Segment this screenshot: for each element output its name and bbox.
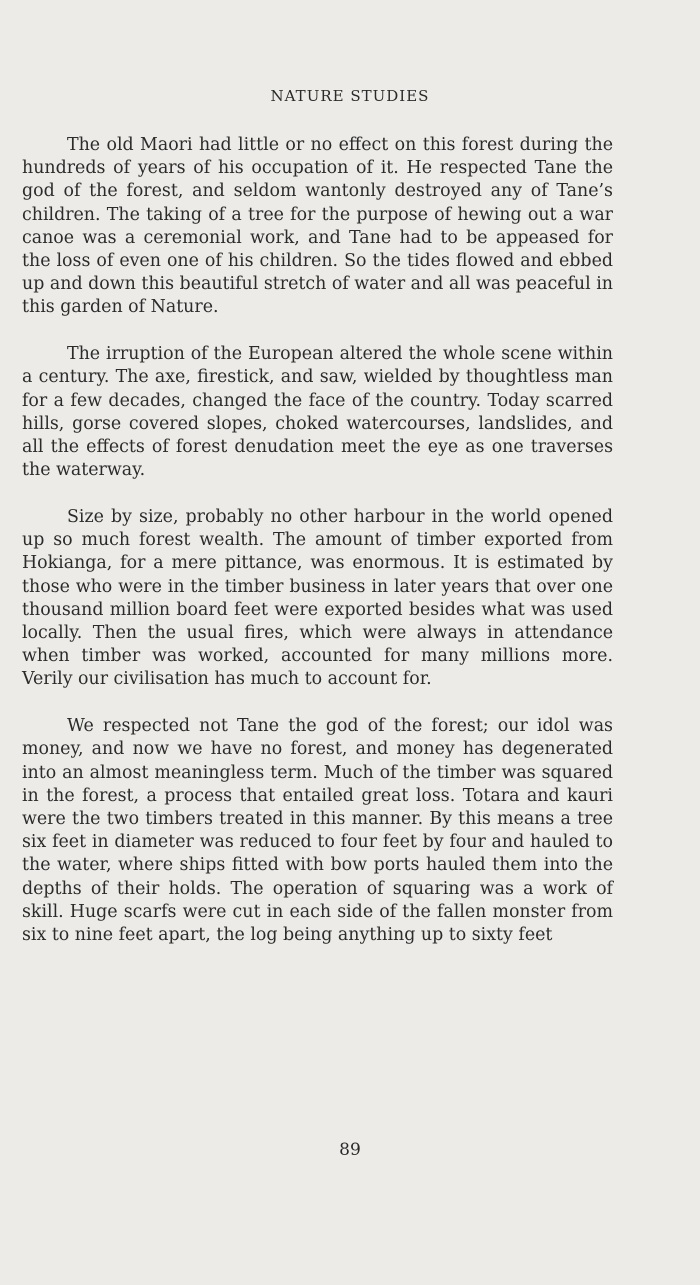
page-number: 89 — [339, 1140, 361, 1160]
running-head: NATURE STUDIES — [270, 87, 430, 105]
body-text — [22, 134, 613, 947]
paragraph-3: Size by size, probably no other harbour in the world opened up so much forest wealth. The amount of timber exported from Hokianga, for a mere pittance, was enormous. It is estimated by those who were in the timber business in later years that over one thousand million board feet were exported besides what was used locally. Then the usual fires, which were always in attendance when timber was worked, accounted for many millions more. Verily our civilisation has much to account for. — [22, 507, 613, 690]
paragraph-4: We respected not Tane the god of the forest; our idol was money, and now we have no forest, and money has degenerated into an almost meaningless term. Much of the timber was squared in the forest, a process that entailed great loss. Totara and kauri were the two timbers treated in this manner. By this means a tree six feet in diameter was reduced to four feet by four and hauled to the water, where ships fitted with bow ports hauled them into the depths of their holds. The operation of squaring was a work of skill. Huge scarfs were cut in each side of the fallen monster from six to nine feet apart, the log being anything up to sixty feet — [22, 716, 613, 946]
paragraph-1: The old Maori had little or no effect on this forest during the hundreds of years of his occupation of it. He respected Tane the god of the forest, and seldom wantonly destroyed any of Tane’s children. The taking of a tree for the purpose of hewing out a war canoe was a ceremonial work, and Tane had to be appeased for the loss of even one of his children. So the tides flowed and ebbed up and down this beautiful stretch of water and all was peaceful in this garden of Nature. — [22, 135, 613, 318]
paragraph-2: The irruption of the European altered the whole scene within a century. The axe, firestick, and saw, wielded by thoughtless man for a few decades, changed the face of the country. Today scarred hills, gorse covered slopes, choked watercourses, landslides, and all the effects of forest denudation meet the eye as one traverses the waterway. — [22, 344, 613, 481]
